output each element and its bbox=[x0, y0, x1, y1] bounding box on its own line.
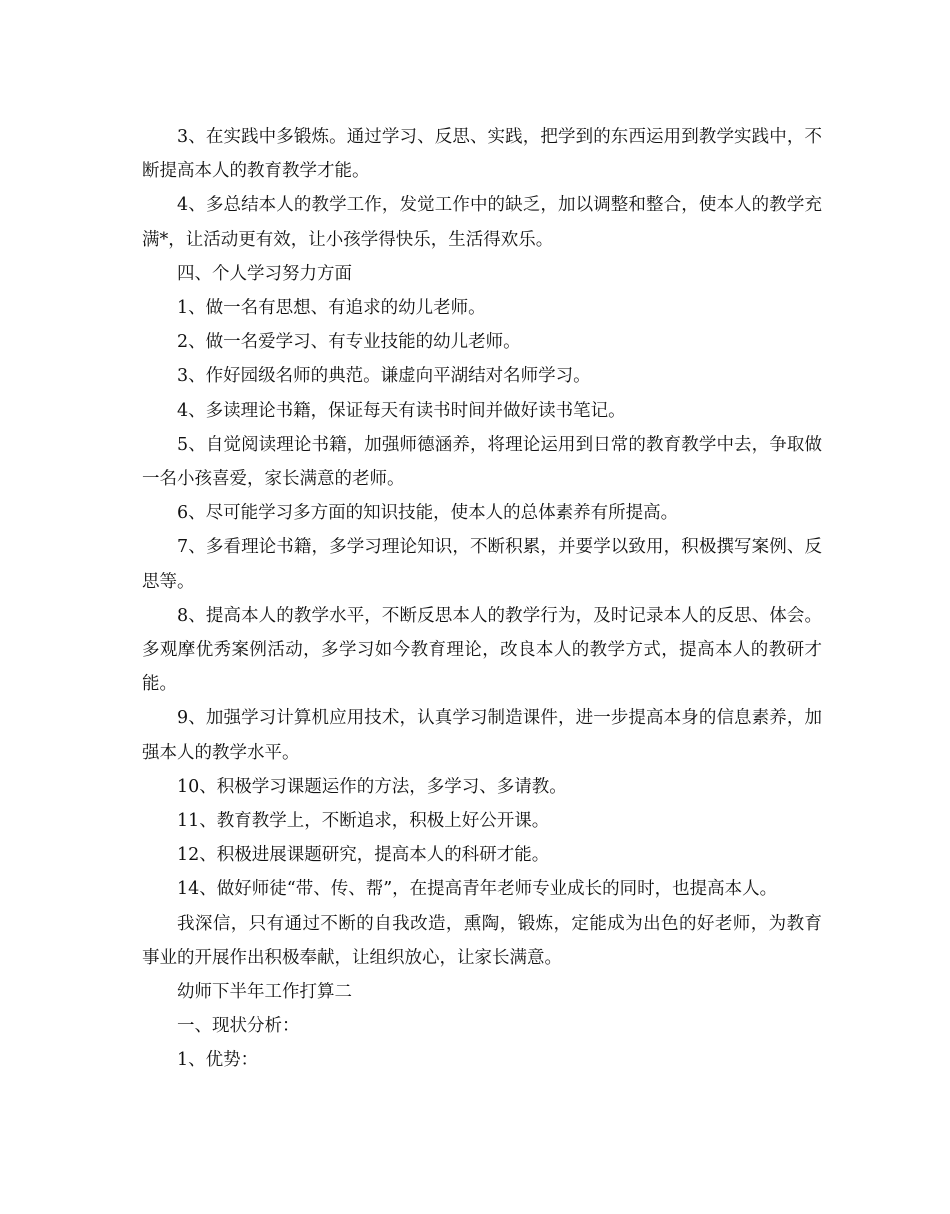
document-body bbox=[142, 120, 822, 1078]
paragraph-line: 7、多看理论书籍，多学习理论知识，不断积累，并要学以致用，积极撰写案 bbox=[177, 537, 770, 558]
paragraph-line: 4、多读理论书籍，保证每天有读书时间并做好读书笔记。 bbox=[177, 400, 626, 421]
paragraph-line: 我深信，只有通过不断的自我改造，熏陶，锻炼，定能成为出色的好老师，为 bbox=[177, 913, 787, 934]
paragraph-p1 bbox=[142, 120, 822, 188]
paragraph-line: 体会。多观摩优秀案例活动，多学习如今教育理论，改良本人的教学方式，提高本 bbox=[142, 605, 822, 661]
paragraph-p11 bbox=[142, 599, 822, 702]
paragraph-line: 10、积极学习课题运作的方法，多学习、多请教。 bbox=[177, 776, 567, 797]
paragraph-p18 bbox=[142, 975, 822, 1009]
paragraph-p13 bbox=[142, 770, 822, 804]
paragraph-line: 1、优势： bbox=[177, 1050, 259, 1071]
paragraph-line: 14、做好师徒“带、传、帮”，在提高青年老师专业成长的同时，也提高本人。 bbox=[177, 879, 778, 900]
paragraph-line: 2、做一名爱学习、有专业技能的幼儿老师。 bbox=[177, 332, 521, 353]
paragraph-p6 bbox=[142, 359, 822, 393]
paragraph-line: 例、反思等。 bbox=[142, 537, 822, 592]
paragraph-line: 养，加强本人的教学水平。 bbox=[142, 708, 822, 763]
paragraph-line: 6、尽可能学习多方面的知识技能，使本人的总体素养有所提高。 bbox=[177, 503, 679, 524]
paragraph-line: 四、个人学习努力方面 bbox=[177, 263, 352, 284]
paragraph-line: 人的教研才能。 bbox=[142, 640, 823, 695]
paragraph-p2 bbox=[142, 188, 822, 256]
paragraph-line: 中，不断提高本人的教育教学才能。 bbox=[142, 127, 822, 182]
paragraph-line: 幼师下半年工作打算二 bbox=[177, 982, 352, 1003]
paragraph-line: 3、作好园级名师的典范。谦虚向平湖结对名师学习。 bbox=[177, 366, 591, 387]
paragraph-line: 教育事业的开展作出积极奉献，让组织放心，让家长满意。 bbox=[142, 913, 823, 968]
paragraph-p17 bbox=[142, 907, 822, 975]
paragraph-p10 bbox=[142, 530, 822, 598]
paragraph-line: 8、提高本人的教学水平，不断反思本人的教学行为，及时记录本人的反思、 bbox=[177, 605, 770, 626]
paragraph-p20 bbox=[142, 1043, 822, 1077]
paragraph-line: 1、做一名有思想、有追求的幼儿老师。 bbox=[177, 298, 486, 319]
paragraph-p9 bbox=[142, 496, 822, 530]
paragraph-line: 教学充满*，让活动更有效，让小孩学得快乐，生活得欢乐。 bbox=[142, 195, 822, 250]
paragraph-p12 bbox=[142, 701, 822, 769]
paragraph-p8 bbox=[142, 428, 822, 496]
paragraph-line: 5、自觉阅读理论书籍，加强师德涵养，将理论运用到日常的教育教学中去， bbox=[177, 434, 770, 455]
paragraph-p16 bbox=[142, 872, 822, 906]
paragraph-line: 4、多总结本人的教学工作，发觉工作中的缺乏，加以调整和整合，使本人的 bbox=[177, 195, 770, 216]
paragraph-line: 一、现状分析： bbox=[177, 1016, 300, 1037]
paragraph-p14 bbox=[142, 804, 822, 838]
paragraph-p7 bbox=[142, 394, 822, 428]
paragraph-line: 12、积极进展课题研究，提高本人的科研才能。 bbox=[177, 845, 550, 866]
paragraph-p15 bbox=[142, 838, 822, 872]
paragraph-line: 争取做一名小孩喜爱，家长满意的老师。 bbox=[142, 434, 822, 490]
paragraph-line: 9、加强学习计算机应用技术，认真学习制造课件，进一步提高本身的信息素 bbox=[177, 708, 770, 729]
paragraph-p5 bbox=[142, 325, 822, 359]
paragraph-p4 bbox=[142, 291, 822, 325]
paragraph-p19 bbox=[142, 1009, 822, 1043]
paragraph-line: 3、在实践中多锻炼。通过学习、反思、实践，把学到的东西运用到教学实践 bbox=[177, 127, 770, 147]
paragraph-line: 11、教育教学上，不断追求，积极上好公开课。 bbox=[177, 811, 550, 832]
paragraph-p3 bbox=[142, 257, 822, 291]
